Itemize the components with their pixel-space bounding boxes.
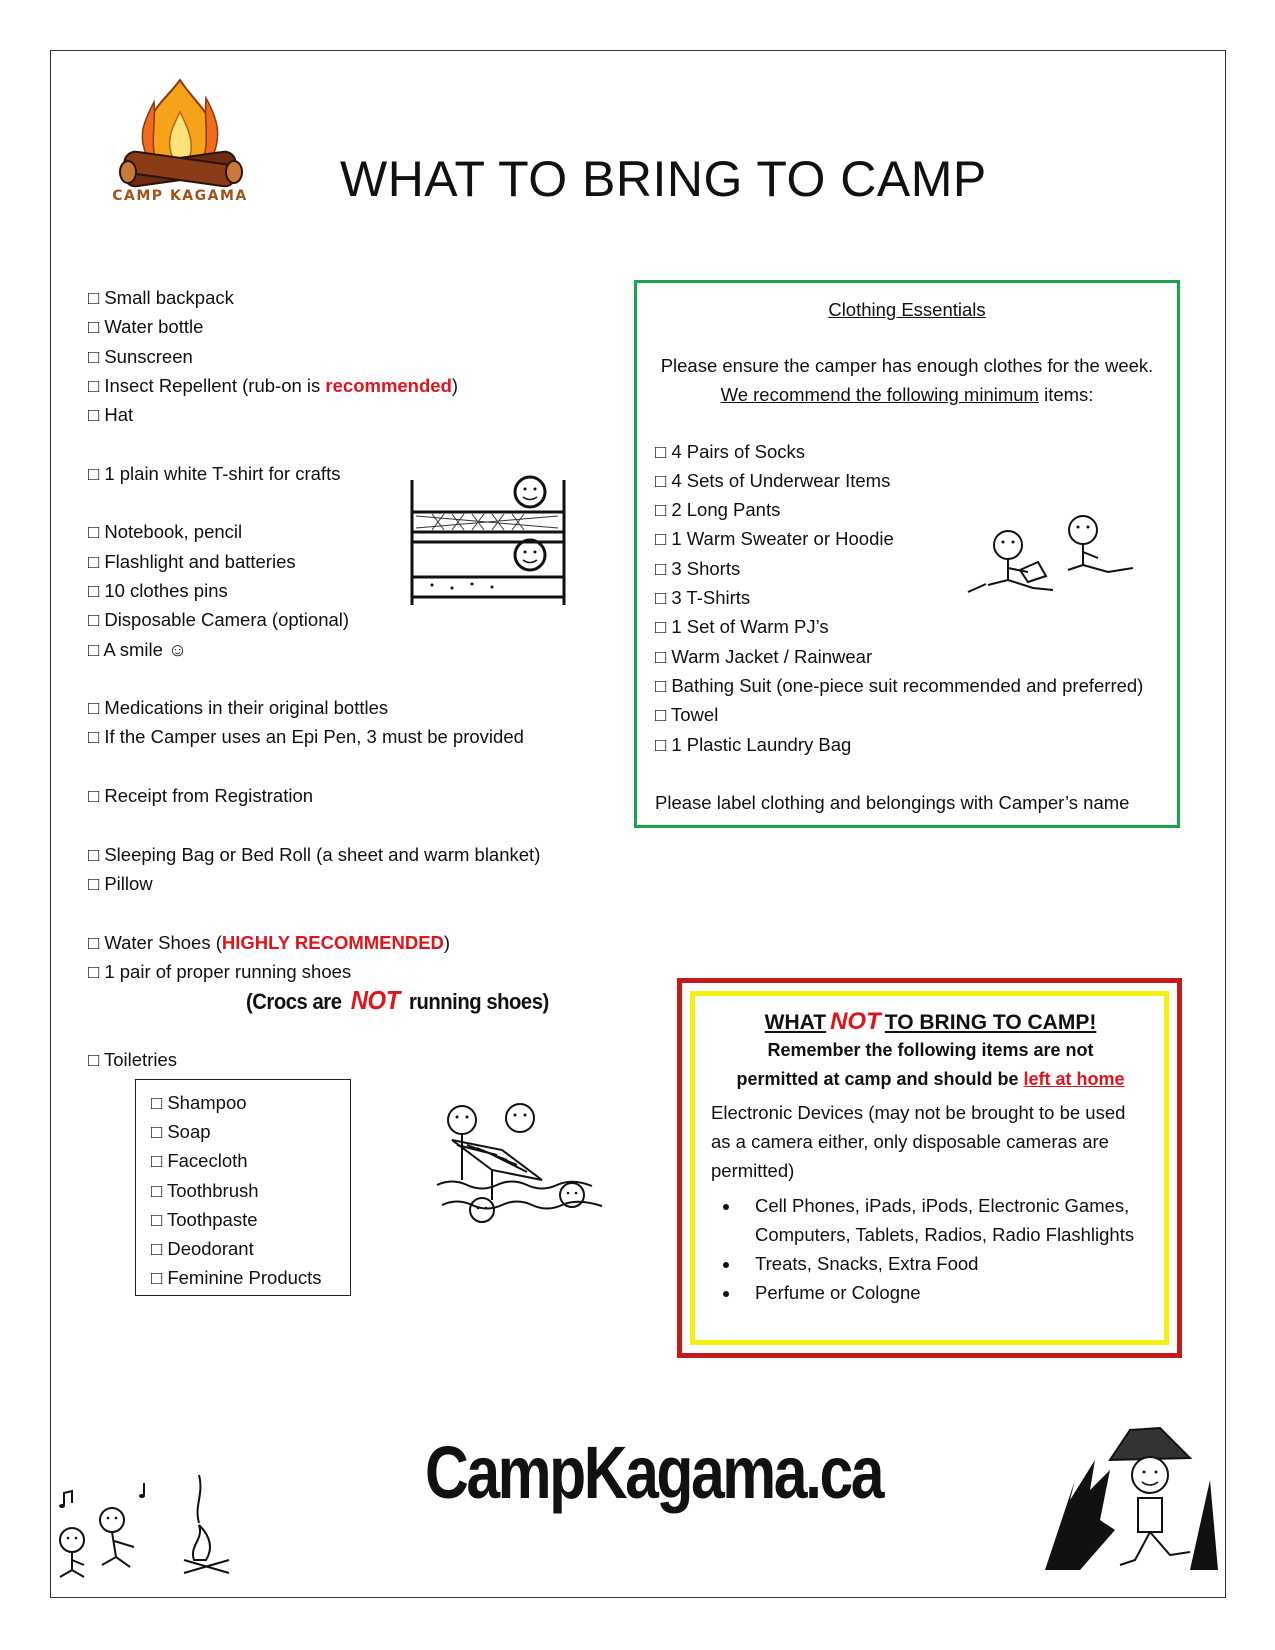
list-item: □ 3 Shorts	[655, 557, 741, 579]
list-item: □ Hat	[88, 404, 134, 426]
list-item: □ Receipt from Registration	[88, 785, 314, 807]
list-item: □ Medications in their original bottles	[88, 697, 389, 719]
bunk-bed-illustration	[392, 470, 567, 610]
list-item: □ Towel	[655, 704, 719, 726]
list-item: □ 1 pair of proper running shoes	[88, 960, 352, 982]
list-item: □ Pillow	[88, 872, 153, 894]
clothing-heading: Clothing Essentials	[828, 299, 986, 320]
crocs-note: (Crocs are NOT running shoes)	[246, 985, 549, 1015]
list-item: □ 4 Pairs of Socks	[655, 440, 805, 462]
list-item: □ Facecloth	[151, 1150, 248, 1172]
list-item: □ Deodorant	[151, 1238, 254, 1260]
swimming-dock-illustration	[432, 1100, 612, 1230]
list-item: □ Water bottle	[88, 316, 204, 338]
clothing-footer: Please label clothing and belongings with Camper’s name	[655, 791, 1130, 813]
list-item: □ Flashlight and batteries	[88, 550, 296, 572]
list-item: □ A smile ☺	[88, 638, 187, 660]
logo-text: CAMP KAGAMA	[112, 188, 248, 204]
camp-logo	[94, 72, 266, 212]
list-item: □ Soap	[151, 1121, 211, 1143]
toiletries-item: □ Toiletries	[88, 1049, 177, 1070]
list-item: □ 1 plain white T-shirt for crafts	[88, 462, 341, 484]
list-item: □ Disposable Camera (optional)	[88, 609, 350, 631]
not-bring-subheading: Remember the following items are not permitted at camp and should be left at home	[736, 1040, 1125, 1089]
campfire-singing-illustration	[54, 1465, 254, 1585]
list-item: □ 10 clothes pins	[88, 579, 228, 601]
list-item: □ Toothpaste	[151, 1208, 258, 1230]
list-item: □ 3 T-Shirts	[655, 587, 751, 609]
website-url: CampKagama.ca	[425, 1431, 883, 1514]
list-item: □ Notebook, pencil	[88, 521, 243, 543]
list-item: □ 4 Sets of Underwear Items	[655, 469, 891, 491]
not-bring-heading: WHAT NOT TO BRING TO CAMP!	[764, 1008, 1097, 1035]
list-item: □ Feminine Products	[151, 1267, 322, 1289]
hiker-trees-illustration	[1040, 1420, 1220, 1580]
list-item: □ Insect Repellent (rub-on is recommended)	[88, 374, 459, 396]
list-item: □ 1 Warm Sweater or Hoodie	[655, 528, 894, 550]
electronics-text: Electronic Devices (may not be brought to be used as a camera either, only disposable cameras are permitted)	[711, 1102, 1126, 1181]
list-item: □ Bathing Suit (one-piece suit recommended and preferred)	[655, 674, 1144, 696]
list-item: □ Sunscreen	[88, 345, 193, 367]
list-item: • Perfume or Cologne	[741, 1278, 1150, 1307]
list-item: □ If the Camper uses an Epi Pen, 3 must be provided	[88, 726, 524, 748]
campfire-icon	[94, 72, 266, 192]
list-item: □ Small backpack	[88, 287, 234, 308]
list-item: • Cell Phones, iPads, iPods, Electronic Games, Computers, Tablets, Radios, Radio Flashlights	[741, 1191, 1150, 1249]
clothing-intro: Please ensure the camper has enough clothes for the week.	[660, 355, 1154, 376]
list-item: □ Shampoo	[151, 1092, 247, 1113]
not-bring-list	[711, 1191, 1150, 1307]
not-bring-inner	[690, 991, 1169, 1345]
list-item: □ Water Shoes (HIGHLY RECOMMENDED)	[88, 931, 451, 953]
list-item: □ 1 Set of Warm PJ’s	[655, 616, 829, 638]
clothing-recommend: We recommend the following minimum items:	[720, 384, 1094, 406]
toiletries-box	[135, 1079, 351, 1296]
kids-reading-illustration	[958, 510, 1158, 610]
list-item: □ Sleeping Bag or Bed Roll (a sheet and warm blanket)	[88, 843, 541, 865]
list-item: □ 1 Plastic Laundry Bag	[655, 733, 852, 755]
not-bring-box	[677, 978, 1182, 1358]
page-title: WHAT TO BRING TO CAMP	[340, 151, 987, 207]
list-item: • Treats, Snacks, Extra Food	[741, 1249, 1150, 1278]
list-item: □ 2 Long Pants	[655, 499, 781, 521]
list-item: □ Toothbrush	[151, 1179, 259, 1201]
list-item: □ Warm Jacket / Rainwear	[655, 645, 873, 667]
bring-checklist	[88, 283, 540, 986]
